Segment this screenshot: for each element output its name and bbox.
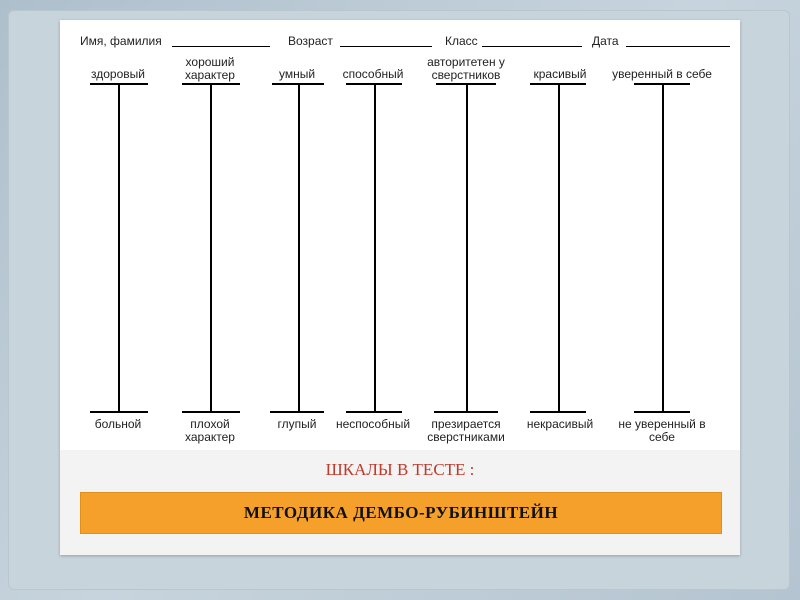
slide-subtitle: ШКАЛЫ В ТЕСТЕ :	[325, 460, 475, 479]
scale-1-top-label: здоровый	[91, 67, 145, 81]
scale-6-top-label: красивый	[533, 67, 587, 81]
slide	[60, 20, 740, 555]
scale-3-line[interactable]	[298, 84, 300, 412]
scale-2-bottom-tick	[182, 411, 240, 413]
scale-4-bottom-label: неспособный	[335, 417, 411, 431]
scale-5-bottom-text: презирается сверстниками	[427, 417, 505, 444]
scale-5-line[interactable]	[466, 84, 468, 412]
age-field-line[interactable]	[340, 46, 432, 47]
date-label: Дата	[592, 34, 619, 48]
scale-5-top-text: авторитетен у сверстников	[427, 55, 505, 82]
class-field-line[interactable]	[482, 46, 582, 47]
scale-3-top-label: умный	[278, 67, 316, 81]
scale-2-line[interactable]	[210, 84, 212, 412]
scale-7-bottom-tick	[634, 411, 690, 413]
scale-6-bottom-tick	[530, 411, 586, 413]
scale-1-bottom-label: больной	[94, 417, 142, 431]
scale-7-bottom-label	[602, 418, 722, 444]
scale-1-line[interactable]	[118, 84, 120, 412]
scale-5-bottom-tick	[434, 411, 498, 413]
scale-7-top-label: уверенный в себе	[612, 67, 712, 81]
scale-4-top-label: способный	[342, 67, 404, 81]
scale-4-bottom-tick	[346, 411, 402, 413]
scale-3-bottom-label: глупый	[277, 417, 317, 431]
scale-3-bottom-tick	[270, 411, 324, 413]
scale-2-top-text: хороший характер	[185, 55, 235, 82]
name-field-line[interactable]	[172, 46, 270, 47]
form-header	[60, 34, 740, 52]
class-label: Класс	[445, 34, 478, 48]
date-field-line[interactable]	[626, 46, 730, 47]
title-banner	[80, 492, 722, 534]
scale-6-bottom-label: некрасивый	[526, 417, 594, 431]
scale-7-bottom-text: не уверенный в себе	[618, 417, 706, 444]
scale-2-bottom-text: плохой характер	[185, 417, 235, 444]
age-label: Возраст	[288, 34, 333, 48]
scale-1-bottom-tick	[90, 411, 148, 413]
scale-4-line[interactable]	[374, 84, 376, 412]
name-label: Имя, фамилия	[80, 34, 162, 48]
scale-7-line[interactable]	[662, 84, 664, 412]
banner-title: МЕТОДИКА ДЕМБО-РУБИНШТЕЙН	[243, 503, 559, 522]
scale-6-line[interactable]	[558, 84, 560, 412]
